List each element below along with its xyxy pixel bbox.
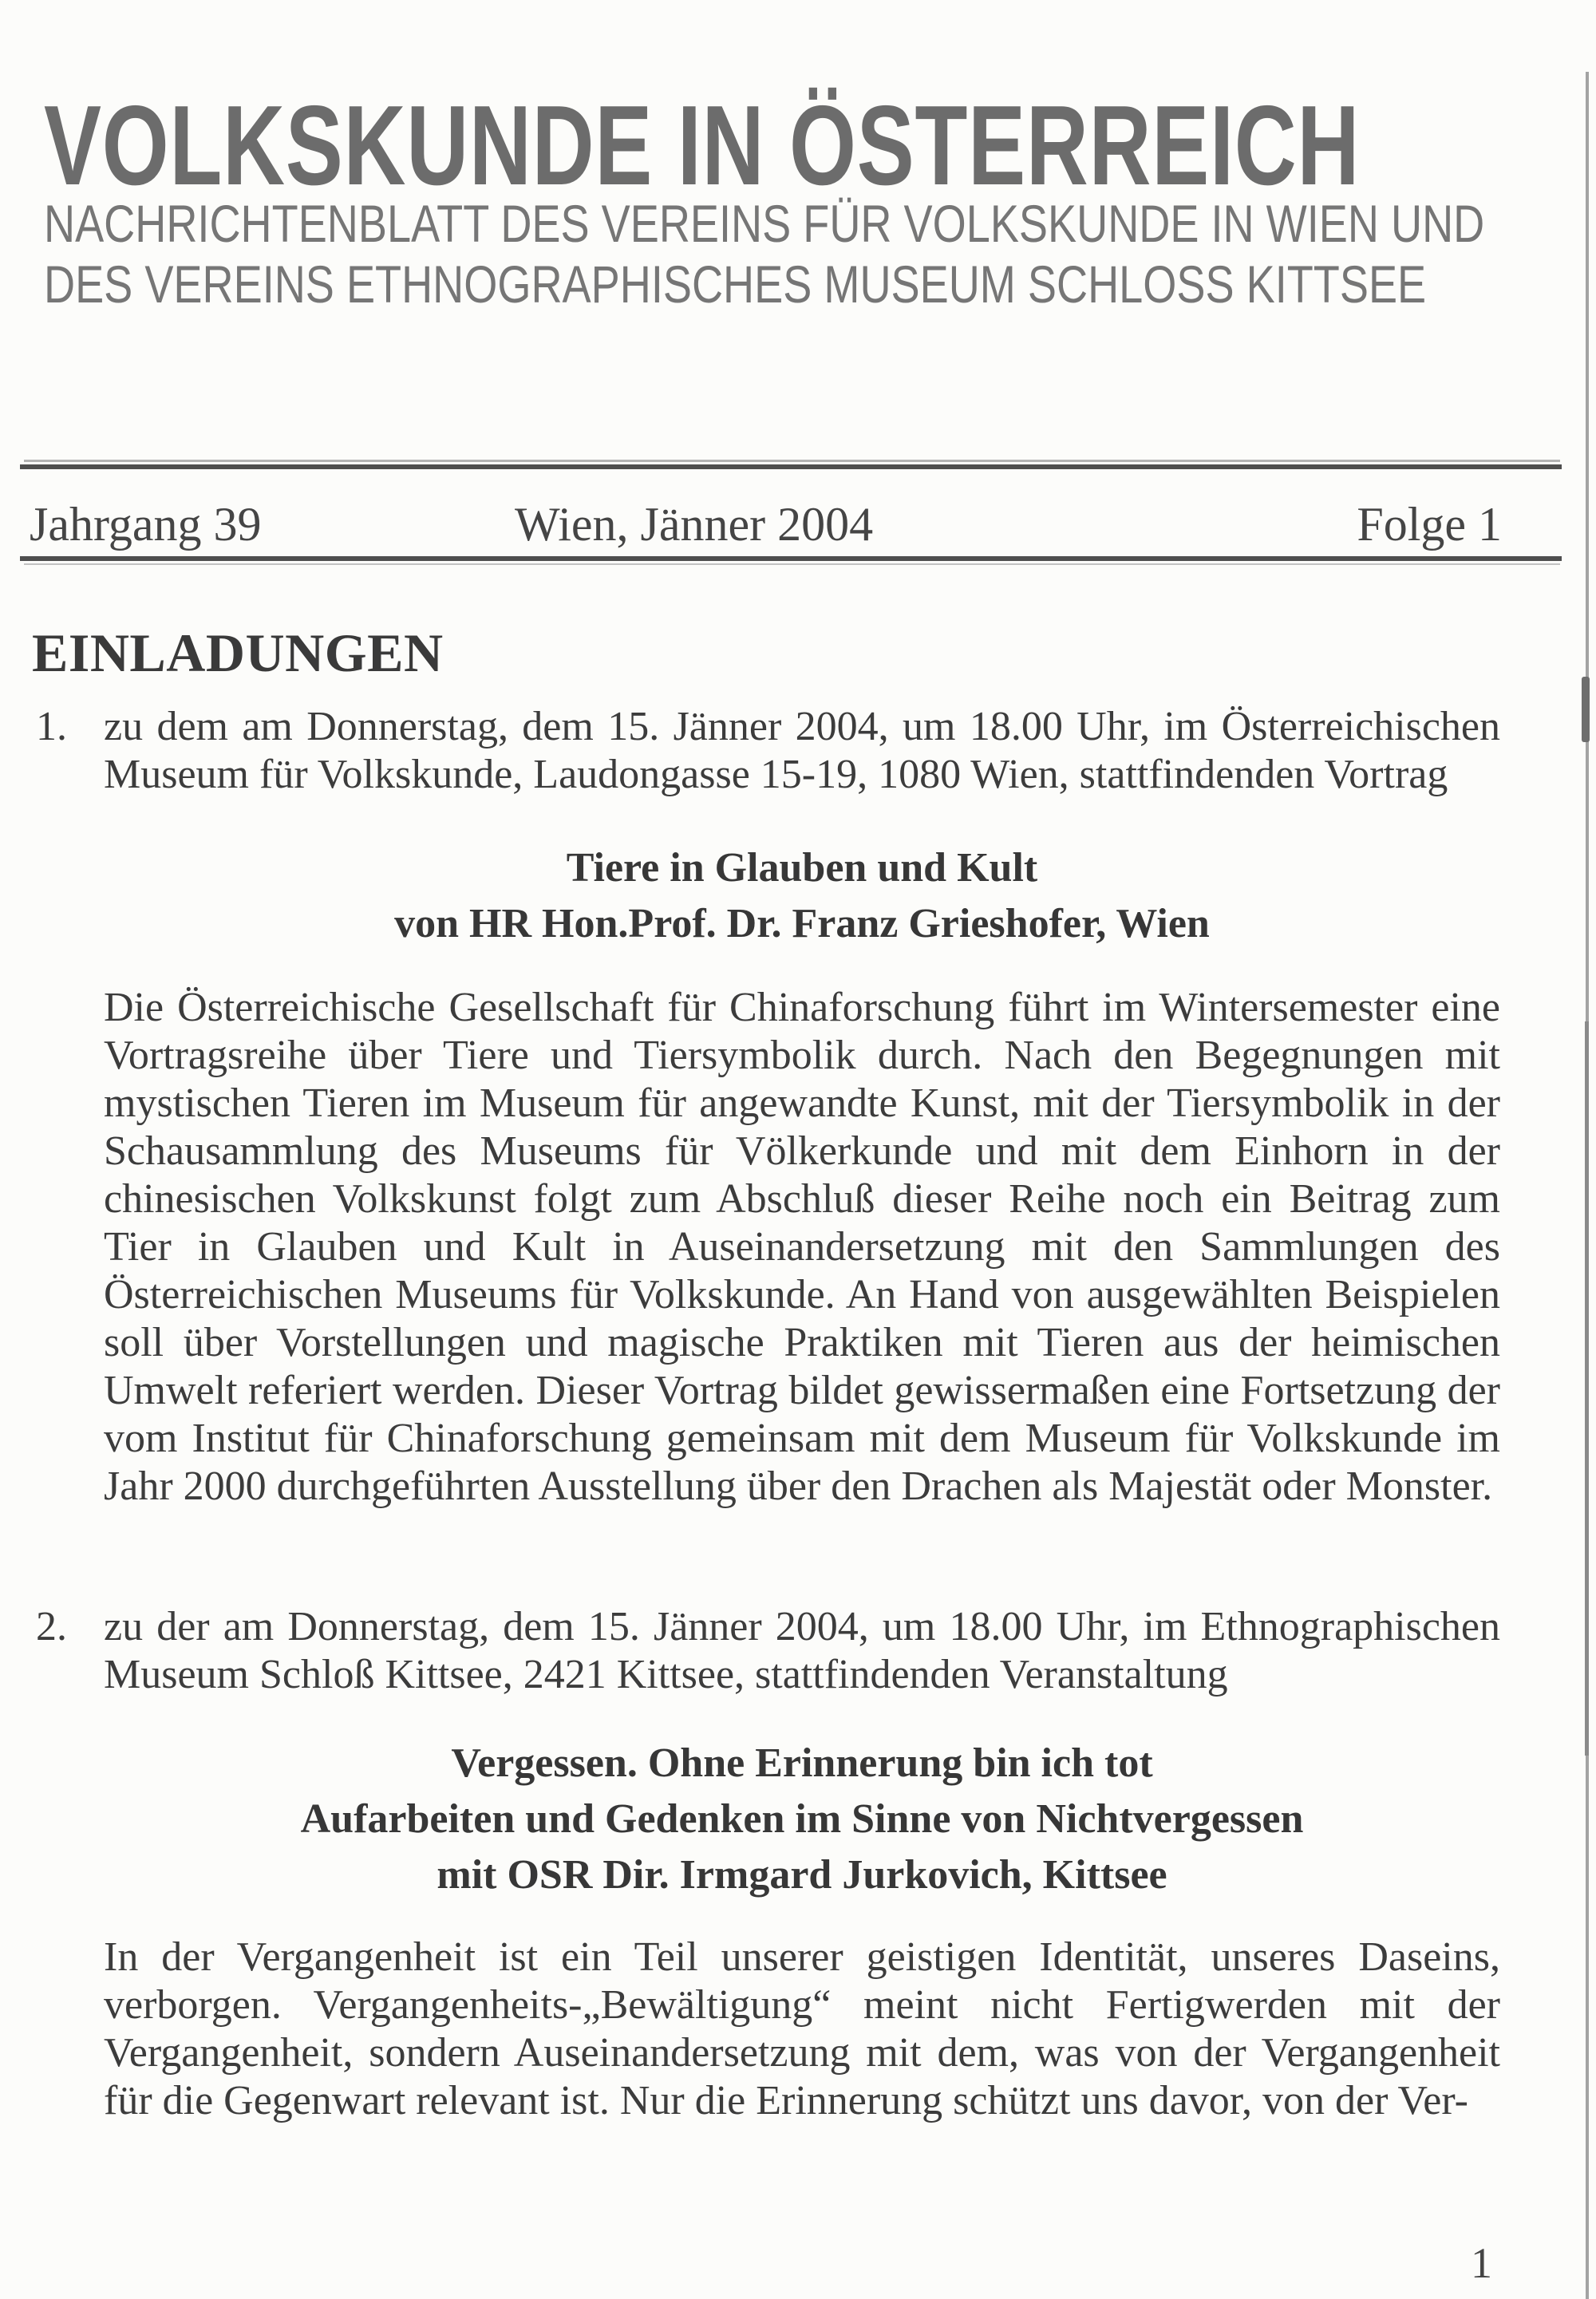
- masthead-rule-bottom-light: [24, 563, 1560, 565]
- page-number: 1: [1471, 2239, 1492, 2287]
- subtitle-line-1: NACHRICHTENBLATT DES VEREINS FÜR VOLKSKUNDE IN WIEN UND: [44, 194, 1485, 253]
- item-1-description: Die Österreichische Gesellschaft für Chinaforschung führt im Wintersemester eine Vortragsreihe über Tiere und Tiersymbolik durch. Nach den Begegnungen mit mystischen Tieren im Museum für angewandte Kunst, mit der Tiersymbolik in der Schausammlung des Museums für Völkerkunde und mit dem Einhorn in der chinesischen Volkskunst folgt zum Abschluß dieser Reihe noch ein Beitrag zum Tier in Glauben und Kult in Auseinandersetzung mit den Sammlungen des Österreichischen Museums für Volkskunde. An Hand von ausgewählten Beispielen soll über Vorstellungen und magische Praktiken mit Tieren aus der heimischen Umwelt referiert werden. Dieser Vortrag bildet gewissermaßen eine Fortsetzung der vom Institut für Chinaforschung gemeinsam mit dem Museum für Volkskunde im Jahr 2000 durchgeführten Ausstellung über den Drachen als Majestät oder Monster.: [104, 985, 1500, 1509]
- invitations-list: [0, 703, 1596, 2125]
- item-2-event-speaker: mit OSR Dir. Irmgard Jurkovich, Kittsee: [437, 1852, 1167, 1898]
- issue-info-row: [0, 496, 1596, 552]
- section-heading-einladungen: EINLADUNGEN: [32, 622, 444, 683]
- item-2-event-title-line-1: Vergessen. Ohne Erinnerung bin ich tot: [451, 1740, 1153, 1786]
- place-date-label: Wien, Jänner 2004: [515, 498, 874, 551]
- item-1-number: 1.: [36, 704, 67, 749]
- subtitle-line-2: DES VEREINS ETHNOGRAPHISCHES MUSEUM SCHLOSS KITTSEE: [44, 255, 1427, 314]
- item-2-event-title-line-2: Aufarbeiten und Gedenken im Sinne von Nichtvergessen: [300, 1796, 1304, 1842]
- item-2-number: 2.: [36, 1604, 67, 1649]
- item-2-intro: zu der am Donnerstag, dem 15. Jänner 2004, um 18.00 Uhr, im Ethnographischen Museum Schloß Kittsee, 2421 Kittsee, stattfindenden Veranstaltung: [104, 1604, 1500, 1697]
- scan-edge-line-dark-segment: [1585, 1021, 1589, 1756]
- newsletter-subtitle: [44, 193, 1484, 314]
- volume-label: Jahrgang 39: [30, 498, 262, 551]
- invitation-item-2: [0, 1603, 1596, 2125]
- issue-number-label: Folge 1: [1357, 498, 1502, 551]
- newsletter-title: VOLKSKUNDE IN ÖSTERREICH: [44, 82, 1361, 209]
- masthead-rule-bottom: [20, 556, 1562, 561]
- item-1-event-title: Tiere in Glauben und Kult: [566, 845, 1038, 891]
- item-2-description: In der Vergangenheit ist ein Teil unserer geistigen Identität, unseres Daseins, verborgen. Vergangenheits-„Bewältigung“ meint nicht Fertigwerden mit der Vergangenheit, sondern Auseinandersetzung mit dem, was von der Vergangenheit für die Gegenwart relevant ist. Nur die Erinnerung schützt uns davor, von der Ver-: [104, 1934, 1500, 2123]
- item-2-event-heading: [104, 1736, 1500, 1903]
- masthead-rule-top-light: [24, 460, 1560, 462]
- item-1-event-heading: [104, 840, 1500, 952]
- invitation-item-1: [0, 703, 1596, 1511]
- item-1-event-speaker: von HR Hon.Prof. Dr. Franz Grieshofer, Wien: [394, 901, 1210, 946]
- scan-edge-smudge: [1582, 677, 1590, 742]
- item-1-intro: zu dem am Donnerstag, dem 15. Jänner 2004, um 18.00 Uhr, im Österreichischen Museum für Volkskunde, Laudongasse 15-19, 1080 Wien, stattfindenden Vortrag: [104, 704, 1500, 797]
- masthead-rule-top: [20, 464, 1562, 469]
